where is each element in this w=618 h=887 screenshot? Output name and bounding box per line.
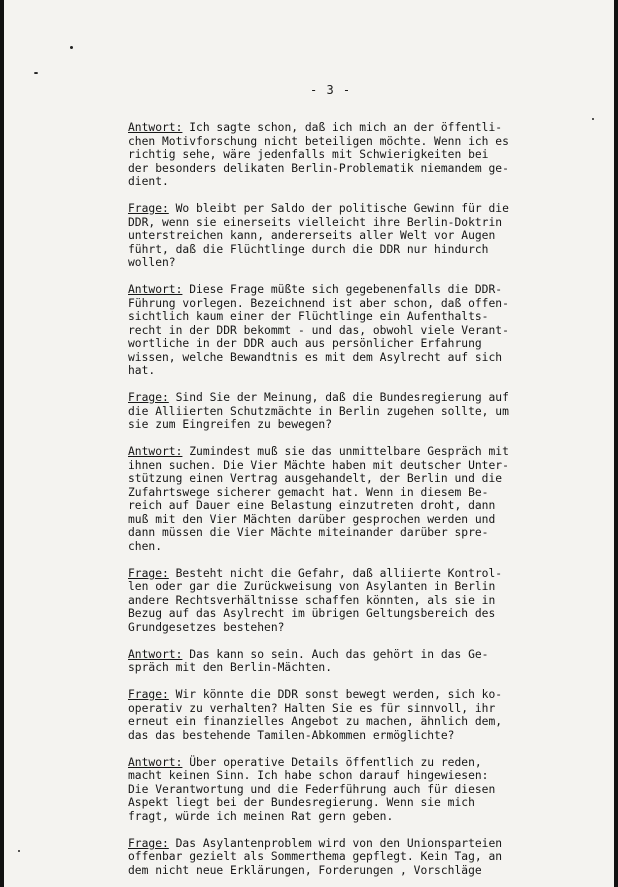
page-number: - 3 - <box>310 83 352 97</box>
text-line: Die Verantwortung und die Federführung auch für diesen <box>128 782 496 796</box>
text-line: chen. <box>128 539 163 553</box>
text-line: hat. <box>128 364 156 377</box>
speaker-label: Antwort: <box>128 647 183 661</box>
text-line: spräch mit den Berlin-Mächten. <box>128 661 333 674</box>
speaker-label: Frage: <box>128 566 169 580</box>
text-line: Bezug auf das Asylrecht im übrigen Geltungsbereich des <box>128 607 496 620</box>
speaker-label: Antwort: <box>128 755 183 769</box>
paragraph-answer <box>128 756 548 824</box>
paragraph-question <box>128 837 548 878</box>
text-line: Frage: Wir könnte die DDR sonst bewegt werden, sich ko- <box>128 688 503 701</box>
speaker-label: Frage: <box>128 688 169 701</box>
text-line: das das bestehende Tamilen-Abkommen ermöglichte? <box>128 728 455 742</box>
paragraph-answer <box>128 648 548 675</box>
text-line: stützung einen Vertrag ausgehandelt, der Berlin und die <box>128 472 503 485</box>
text-line: DDR, wenn sie einerseits vielleicht ihre Berlin-Doktrin <box>128 215 503 229</box>
text-line: recht in der DDR bekommt - und das, obwohl viele Verant- <box>128 323 509 337</box>
text-line: unterstreichen kann, andererseits aller Welt vor Augen <box>128 229 496 242</box>
text-line: Antwort: Ich sagte schon, daß ich mich an der öffentli- <box>128 121 503 134</box>
scan-edge-right <box>614 0 618 887</box>
text-line: sie zum Eingreifen zu bewegen? <box>128 418 333 431</box>
speaker-label: Frage: <box>128 391 169 404</box>
speaker-label: Frage: <box>128 202 169 215</box>
interview-text <box>128 121 548 887</box>
text-line: Führung vorlegen. Bezeichnend ist aber schon, daß offen- <box>128 296 509 310</box>
text-line: Frage: Das Asylantenproblem wird von den Unionsparteien <box>128 836 503 850</box>
text-line: Frage: Sind Sie der Meinung, daß die Bundesregierung auf <box>128 391 509 404</box>
text-line: Grundgesetzes bestehen? <box>128 620 285 634</box>
text-line: operativ zu verhalten? Halten Sie es für sinnvoll, ihr <box>128 701 496 715</box>
paragraph-answer <box>128 445 548 553</box>
text-line: dann müssen die Vier Mächte miteinander darüber spre- <box>128 526 489 539</box>
text-line: muß mit den Vier Mächten darüber gesprochen werden und <box>128 512 496 526</box>
paragraph-question <box>128 391 548 432</box>
text-line: Zufahrtswege sicherer gemacht hat. Wenn in diesem Be- <box>128 485 489 499</box>
speaker-label: Antwort: <box>128 445 183 458</box>
text-line: dient. <box>128 175 169 188</box>
scan-edge-left <box>0 0 4 887</box>
text-line: len oder gar die Zurückweisung von Asylanten in Berlin <box>128 580 496 593</box>
document-page <box>4 0 614 887</box>
text-line: macht keinen Sinn. Ich habe schon darauf hingewiesen: <box>128 769 489 782</box>
text-line: richtig sehe, wäre jedenfalls mit Schwierigkeiten bei <box>128 148 489 161</box>
text-line: Antwort: Diese Frage müßte sich gegebenenfalls die DDR- <box>128 283 503 296</box>
text-line: dem nicht neue Erklärungen, Forderungen , Vorschläge <box>128 863 482 877</box>
scan-speck <box>18 850 20 852</box>
text-line: wissen, welche Bewandtnis es mit dem Asylrecht auf sich <box>128 350 503 364</box>
scan-speck <box>70 46 73 49</box>
paragraph-question <box>128 567 548 635</box>
text-line: chen Motivforschung nicht beteiligen möchte. Wenn ich es <box>128 134 509 148</box>
paragraph-question <box>128 688 548 742</box>
text-line: fragt, würde ich meinen Rat gern geben. <box>128 809 394 823</box>
text-line: Frage: Besteht nicht die Gefahr, daß alliierte Kontrol- <box>128 566 503 580</box>
speaker-label: Frage: <box>128 836 169 850</box>
text-line: offenbar gezielt als Sommerthema gepflegt. Kein Tag, an <box>128 850 503 863</box>
text-line: Aspekt liegt bei der Bundesregierung. Wenn sie mich <box>128 796 475 809</box>
text-line: Antwort: Das kann so sein. Auch das gehört in das Ge- <box>128 647 489 661</box>
text-line: ihnen suchen. Die Vier Mächte haben mit deutscher Unter- <box>128 458 509 472</box>
scan-speck <box>592 118 594 120</box>
text-line: Frage: Wo bleibt per Saldo der politische Gewinn für die <box>128 202 509 215</box>
text-line: wortliche in der DDR auch aus persönlicher Erfahrung <box>128 337 482 350</box>
paragraph-answer <box>128 121 548 189</box>
text-line: wollen? <box>128 256 176 269</box>
paragraph-question <box>128 202 548 270</box>
text-line: der besonders delikaten Berlin-Problematik niemandem ge- <box>128 161 509 175</box>
text-line: erneut ein finanzielles Angebot zu machen, ähnlich dem, <box>128 715 503 728</box>
text-line: andere Rechtsverhältnisse schaffen könnten, als sie in <box>128 593 496 607</box>
text-line: die Alliierten Schutzmächte in Berlin zugehen sollte, um <box>128 404 509 418</box>
text-line: Antwort: Über operative Details öffentlich zu reden, <box>128 755 482 769</box>
text-line: sichtlich kaum einer der Flüchtlinge ein Aufenthalts- <box>128 310 489 323</box>
text-line: reich auf Dauer eine Belastung einzutreten droht, dann <box>128 499 496 512</box>
text-line: führt, daß die Flüchtlinge durch die DDR nur hindurch <box>128 242 489 256</box>
scan-speck <box>34 72 38 74</box>
text-line: Antwort: Zumindest muß sie das unmittelbare Gespräch mit <box>128 445 509 458</box>
speaker-label: Antwort: <box>128 283 183 296</box>
paragraph-answer <box>128 283 548 378</box>
speaker-label: Antwort: <box>128 121 183 134</box>
